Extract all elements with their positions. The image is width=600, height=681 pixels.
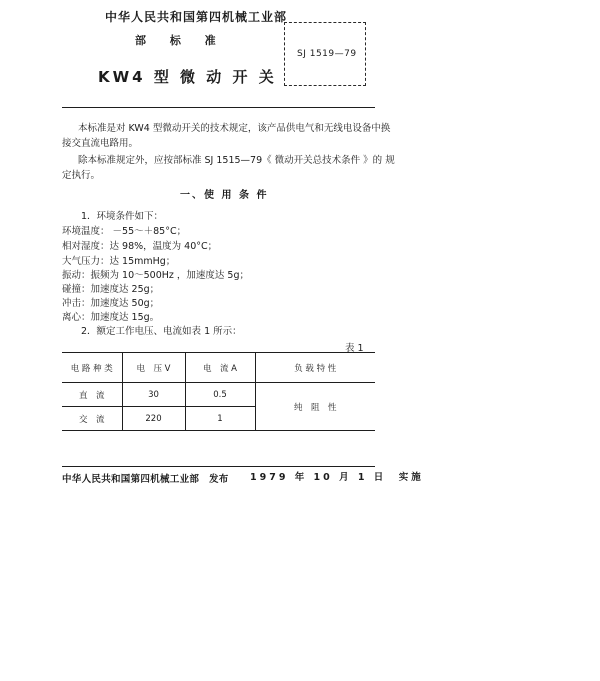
condition-bump: 碰撞：加速度达 25g； — [62, 284, 160, 295]
cell-circuit: 交 流 — [62, 407, 122, 431]
condition-centrifugal: 离心：加速度达 15g。 — [62, 312, 160, 323]
condition-shock: 冲击：加速度达 50g； — [62, 298, 160, 309]
cell-current: 1 — [185, 407, 255, 431]
condition-humidity: 相对湿度：达 98%，温度为 40°C； — [62, 241, 218, 252]
intro-paragraph-2-line-2: 定执行。 — [62, 170, 101, 181]
condition-temperature: 环境温度： －55～＋85°C； — [62, 226, 187, 237]
header-circuit-type: 电 路 种 类 — [62, 353, 122, 383]
rated-values-table — [62, 352, 375, 431]
footer-divider — [62, 466, 375, 467]
intro-paragraph-1-line-1: 本标准是对 KW4 型微动开关的技术规定，该产品供电气和无线电设备中换 — [78, 123, 391, 134]
header-divider — [62, 107, 375, 108]
header-voltage: 电 压 V — [122, 353, 185, 383]
condition-vibration: 振动：振频为 10～500Hz ，加速度达 5g； — [62, 270, 249, 281]
document-title: KW4 型 微 动 开 关 — [98, 68, 277, 86]
cell-current: 0.5 — [185, 383, 255, 407]
footer-effective-date: 1979 年 10 月 1 日 实施 — [250, 472, 424, 483]
condition-item-2: 2．额定工作电压、电流如表 1 所示： — [81, 326, 242, 337]
cell-load-characteristic: 纯 阻 性 — [255, 383, 375, 431]
condition-pressure: 大气压力：达 15mmHg； — [62, 256, 176, 267]
standard-code: SJ 1519—79 — [297, 49, 357, 59]
footer-issuer: 中华人民共和国第四机械工业部 发布 — [62, 474, 229, 485]
issuing-ministry: 中华人民共和国第四机械工业部 — [105, 10, 288, 24]
condition-item-1: 1．环境条件如下： — [81, 211, 164, 222]
intro-paragraph-1-line-2: 接交直流电路用。 — [62, 138, 139, 149]
header-current: 电 流 A — [185, 353, 255, 383]
table-caption: 表 1 — [345, 343, 364, 354]
cell-voltage: 220 — [122, 407, 185, 431]
standard-type-label: 部 标 准 — [135, 34, 216, 47]
section-heading-usage-conditions: 一、使 用 条 件 — [180, 190, 269, 201]
table-row — [62, 383, 375, 407]
standard-code-box — [284, 22, 366, 86]
intro-paragraph-2-line-1: 除本标准规定外，应按部标准 SJ 1515—79《 微动开关总技术条件 》的 规 — [78, 155, 395, 166]
header-load-characteristic: 负 载 特 性 — [255, 353, 375, 383]
table-header-row — [62, 353, 375, 383]
cell-circuit: 直 流 — [62, 383, 122, 407]
cell-voltage: 30 — [122, 383, 185, 407]
